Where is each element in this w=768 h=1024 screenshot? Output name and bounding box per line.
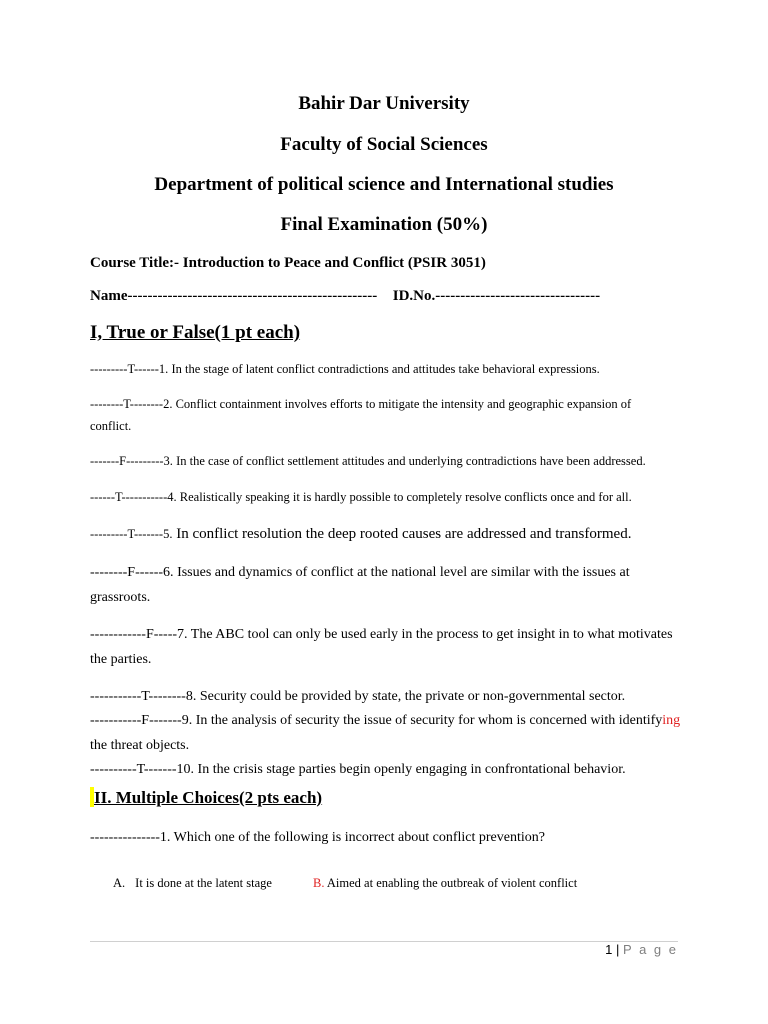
tf-answer-6: --------F------6. [90,565,174,580]
tf-text-9: In the analysis of security the issue of security for whom is concerned with identify [192,713,663,728]
tf-text-1: In the stage of latent conflict contradictions and attitudes take behavioral expressions. [168,362,600,376]
name-field-label: Name-------------------------------------------------- [90,288,378,304]
mc-option-a-text: It is done at the latent stage [135,876,272,890]
section-multiple-choice-title: II. Multiple Choices(2 pts each) [94,788,323,807]
tf-question-5 [90,525,631,543]
tf-question-7 [90,627,673,643]
tf-text-9-correction: ing [662,713,681,728]
tf-answer-8: -----------T--------8. [90,689,197,704]
tf-question-10 [90,762,626,778]
tf-question-6 [90,565,630,581]
tf-answer-2: --------T--------2. [90,397,173,411]
faculty-title: Faculty of Social Sciences [280,134,488,155]
mc-option-a-letter: A. [113,876,126,890]
page-footer [605,942,678,957]
tf-text-4: Realistically speaking it is hardly possible to completely resolve conflicts once and for all. [176,490,632,504]
mc-option-b-letter: B. [313,876,325,890]
tf-text-2: Conflict containment involves efforts to mitigate the intensity and geographic expansion of [172,397,632,411]
tf-text-6-cont: grassroots. [90,590,151,605]
tf-answer-7: ------------F-----7. [90,627,188,642]
tf-text-6: Issues and dynamics of conflict at the national level are similar with the issues at [173,565,630,580]
tf-question-8 [90,689,625,705]
exam-title: Final Examination (50%) [280,214,488,235]
tf-question-1 [90,362,600,377]
tf-question-2 [90,397,631,412]
mc-question-1: ---------------1. Which one of the following is incorrect about conflict prevention? [90,830,545,845]
page-label: P a g e [623,942,678,957]
tf-answer-3: -------F---------3. [90,454,173,468]
tf-text-5: In conflict resolution the deep rooted causes are addressed and transformed. [172,526,632,542]
tf-answer-1: ---------T------1. [90,362,169,376]
tf-text-7-cont: the parties. [90,652,152,667]
tf-text-3: In the case of conflict settlement attitudes and underlying contradictions have been addressed. [172,454,646,468]
page-number: 1 [605,942,613,957]
mc-option-b-text: Aimed at enabling the outbreak of violent conflict [324,876,578,890]
tf-text-9-cont: the threat objects. [90,738,190,753]
tf-text-2-cont: conflict. [90,419,132,433]
tf-text-10: In the crisis stage parties begin openly engaging in confrontational behavior. [194,762,626,777]
tf-text-7: The ABC tool can only be used early in the process to get insight in to what motivates [187,627,673,642]
name-id-line [90,288,600,305]
mc-option-b [313,876,577,891]
section-true-false-title: I, True or False(1 pt each) [90,322,301,343]
tf-answer-9: -----------F-------9. [90,713,193,728]
id-field-label: ID.No.--------------------------------- [392,288,601,304]
footer-divider [90,941,678,942]
tf-answer-4: ------T-----------4. [90,490,177,504]
tf-text-8: Security could be provided by state, the private or non-governmental sector. [196,689,626,704]
university-title: Bahir Dar University [298,93,470,114]
page-separator: | [616,942,620,957]
department-title: Department of political science and International studies [154,174,614,195]
tf-answer-5: ---------T-------5. [90,527,173,541]
tf-question-9 [90,713,680,729]
mc-option-a [113,876,272,891]
course-title: Course Title:- Introduction to Peace and Conflict (PSIR 3051) [90,255,486,271]
tf-answer-10: ----------T-------10. [90,762,195,777]
tf-question-3 [90,454,646,469]
tf-question-4 [90,490,632,505]
